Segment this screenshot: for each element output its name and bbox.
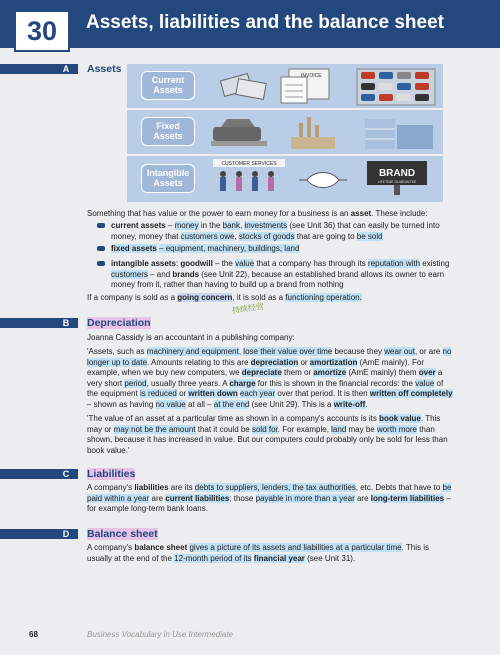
invoice-word: INVOICE <box>301 73 322 79</box>
handwritten-note: 持续经营 <box>231 301 265 316</box>
fixed-assets-panel <box>127 110 443 154</box>
factory-icon <box>291 117 335 149</box>
brand-billboard-icon <box>367 161 427 195</box>
bullet-marker <box>97 246 105 251</box>
customer-service-staff-icon <box>220 171 274 191</box>
section-d-title: Balance sheet <box>87 528 158 540</box>
depreciation-quote-1: 'Assets, such as machinery and equipment, lose their value over time because they wear out, or are no longer up to date. Amounts relating to this are depreciation or amortization (AmE mainly). For example, when we buy new computers, we depreciate them or amortize (AmE mainly) them over a very short period, usually three years. A charge for this is shown in the financial records: the value of the equipment is reduced or written down each year over that period. It is then written off completely – shown as having no value at all – at the end (see Unit 29). This is a write-off. <box>87 347 453 409</box>
bullet-marker <box>97 223 105 228</box>
section-d-letter: D <box>62 529 70 539</box>
bullet-current-assets: current assets – money in the bank, investments (see Unit 36) that can easily be turned into money, money that customers owe, stocks of goods that are going to be sold <box>111 221 440 241</box>
bullet-fixed-assets: fixed assets – equipment, machinery, buildings, land <box>111 244 300 253</box>
fixed-assets-illustration <box>207 113 439 153</box>
invoice-icon <box>281 69 329 103</box>
bullet-marker <box>97 261 105 266</box>
section-b-letter: B <box>62 318 70 328</box>
depreciation-quote-2: 'The value of an asset at a particular time as shown in a company's accounts is its book value. This may or may not be the amount that it could be sold for. For example, land may be worth more than shown, because it has increased in value. But our computers could probably only be sold for less than book value.' <box>87 414 448 455</box>
unit-number: 30 <box>14 10 70 52</box>
current-assets-panel <box>127 64 443 108</box>
current-assets-label: Current Assets <box>141 71 195 100</box>
section-c-title: Liabilities <box>87 468 136 480</box>
section-a-letter: A <box>62 64 70 74</box>
intangible-assets-illustration <box>207 158 439 200</box>
assets-intro: Something that has value or the power to earn money for a business is an asset. These include: <box>87 209 428 218</box>
brand-word: BRAND <box>378 168 416 179</box>
parked-cars-icon <box>357 69 435 105</box>
section-b-title: Depreciation <box>87 317 151 329</box>
building-icon <box>365 119 433 149</box>
fixed-assets-label: Fixed Assets <box>141 117 195 146</box>
brand-subtitle: LIFETIME GUARANTEE <box>377 180 417 184</box>
book-title: Business Vocabulary in Use Intermediate <box>87 630 233 639</box>
liabilities-text: A company's liabilities are its debts to suppliers, lenders, the tax authorities, etc. Debts that have to be paid within a year are current liabilities; those payable in more than a year are long-term liabilities – for example long-term bank loans. <box>87 483 452 514</box>
machinery-icon <box>211 119 267 146</box>
unit-title: Assets, liabilities and the balance sheet <box>86 12 444 33</box>
balance-sheet-text: A company's balance sheet gives a picture of its assets and liabilities at a particular time. This is usually at the end of the 12-month period of its financial year (see Unit 31). <box>87 543 430 563</box>
current-assets-illustration <box>217 67 437 107</box>
page-number: 68 <box>29 630 38 639</box>
section-a-title: Assets <box>87 63 122 75</box>
banknotes-icon <box>220 74 266 100</box>
handshake-icon <box>299 173 347 188</box>
customer-services-sign: CUSTOMER SERVICES <box>221 161 277 167</box>
section-c-letter: C <box>62 469 70 479</box>
going-concern-text: If a company is sold as a going concern, it is sold as a functioning operation. <box>87 293 362 302</box>
depreciation-intro: Joanna Cassidy is an accountant in a publishing company: <box>87 333 295 342</box>
intangible-assets-label: Intangible Assets <box>141 164 195 193</box>
intangible-assets-panel <box>127 156 443 202</box>
bullet-intangible-assets: intangible assets: goodwill – the value that a company has through its reputation with existing customers – and brands (see Unit 22), because an established brand allows its owner to earn money from it, rather than having to build up a brand from nothing <box>111 259 450 290</box>
